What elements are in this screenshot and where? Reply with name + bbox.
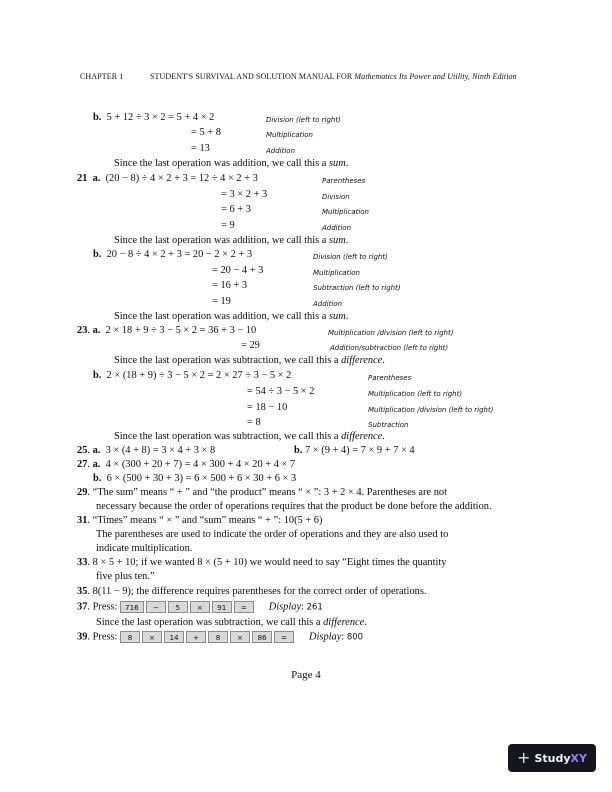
p27-a: 27. a. 4 × (300 + 20 + 7) = 4 × 300 + 4 × 20 + 4 × 7 [77, 459, 296, 470]
p31-line1: 31. “Times” means “ × ” and “sum” means “ + ”: 10(5 + 6) [77, 515, 323, 526]
p31-line2: The parentheses are used to indicate the order of operations and they are also used to [96, 529, 449, 540]
p19b-note2: Multiplication [266, 131, 313, 139]
p21b-conclusion: Since the last operation was addition, we call this a sum. [114, 311, 349, 322]
p19b-note3: Addition [266, 147, 296, 155]
key-91[interactable]: 91 [212, 601, 232, 613]
page-number: Page 4 [291, 669, 321, 681]
p37-conclusion: Since the last operation was subtraction, we call this a difference. [96, 617, 367, 628]
p21a-line2: = 3 × 2 + 3 [221, 189, 268, 200]
p23b-note4: Subtraction [368, 421, 409, 429]
book-title: Mathematics Its Power and Utility, Ninth Edition [354, 72, 517, 81]
p21a-line1: 21 a. (20 − 8) ÷ 4 × 2 + 3 = 12 ÷ 4 × 2 + 3 [77, 173, 258, 184]
p21b-note1: Division (left to right) [313, 253, 388, 261]
p21b-line3: = 16 + 3 [212, 280, 248, 291]
key-equals[interactable]: = [274, 631, 294, 643]
p23a-line1: 23. a. 2 × 18 + 9 ÷ 3 − 5 × 2 = 36 + 3 − 10 [77, 325, 257, 336]
key-plus[interactable]: + [186, 631, 206, 643]
p23a-note2: Addition/subtraction (left to right) [330, 344, 449, 352]
key-14[interactable]: 14 [164, 631, 184, 643]
p23b-note3: Multiplication /division (left to right) [368, 406, 494, 414]
p29-line2: necessary because the order of operations requires that the product be done before the addition. [96, 501, 492, 512]
p21a-note1: Parentheses [322, 177, 366, 185]
p21b-note2: Multiplication [313, 269, 360, 277]
p21b-note4: Addition [313, 300, 343, 308]
p31-line3: indicate multiplication. [96, 543, 193, 554]
display-label: Display [309, 631, 342, 643]
p21a-line4: = 9 [221, 220, 235, 231]
p21a-line3: = 6 + 3 [221, 204, 251, 215]
p23b-conclusion: Since the last operation was subtraction, we call this a difference. [114, 431, 385, 442]
p19b-conclusion: Since the last operation was addition, we call this a sum. [114, 158, 349, 169]
display-label: Display [268, 601, 302, 613]
p25-a: 25. a. 3 × (4 + 8) = 3 × 4 + 3 × 8 [77, 445, 216, 456]
studyxy-logo[interactable] [508, 744, 596, 772]
key-minus[interactable]: − [146, 601, 166, 613]
key-86[interactable]: 86 [252, 631, 272, 643]
p25-b: b. 7 × (9 + 4) = 7 × 9 + 7 × 4 [294, 445, 415, 456]
p23b-note1: Parentheses [368, 374, 412, 382]
brand-name: StudyXY [534, 751, 587, 765]
display-value: 800 [346, 632, 364, 643]
p23a-note1: Multiplication /division (left to right) [328, 329, 454, 337]
key-8[interactable]: 8 [208, 631, 228, 643]
manual-title: STUDENT'S SURVIVAL AND SOLUTION MANUAL FOR [150, 72, 353, 81]
p29-line1: 29. “The sum” means “ + ” and “the product” means “ × ”: 3 + 2 × 4. Parentheses are not [77, 487, 447, 498]
p21a-note4: Addition [322, 224, 352, 232]
key-5[interactable]: 5 [168, 601, 188, 613]
key-716[interactable]: 716 [120, 601, 144, 613]
plus-icon: + [517, 748, 531, 767]
p19b-line1: b. 5 + 12 ÷ 3 × 2 = 5 + 4 × 2 [93, 112, 215, 123]
display-value: 261 [306, 602, 323, 613]
p21a-note3: Multiplication [322, 208, 369, 216]
p39-press: 39. Press: 8 × 14 + 8 × 86 = Display: 800 [77, 631, 364, 643]
p33-line2: five plus ten.” [96, 571, 155, 582]
p33-line1: 33. 8 × 5 + 10; if we wanted 8 × (5 + 10) we would need to say “Eight times the quantity [77, 557, 447, 568]
p27-b: b. 6 × (500 + 30 + 3) = 6 × 500 + 6 × 30 + 6 × 3 [93, 473, 297, 484]
p19b-line3: = 13 [191, 143, 210, 154]
p21a-note2: Division [322, 193, 350, 201]
p21b-line2: = 20 − 4 + 3 [212, 265, 264, 276]
p21b-note3: Subtraction (left to right) [313, 284, 401, 292]
p19b-note1: Division (left to right) [266, 116, 341, 124]
p37-press: 37. Press: 716 − 5 × 91 = Display: 261 [77, 601, 323, 613]
chapter-label: CHAPTER 1 [80, 72, 124, 81]
p23b-line4: = 8 [247, 417, 261, 428]
p23a-conclusion: Since the last operation was subtraction, we call this a difference. [114, 355, 385, 366]
key-equals[interactable]: = [234, 601, 254, 613]
key-times[interactable]: × [142, 631, 162, 643]
key-times[interactable]: × [190, 601, 210, 613]
p21b-line4: = 19 [212, 296, 231, 307]
p35-line1: 35. 8(11 − 9); the difference requires parentheses for the correct order of operations. [77, 586, 427, 597]
p21a-conclusion: Since the last operation was addition, we call this a sum. [114, 235, 349, 246]
p23b-line3: = 18 − 10 [247, 402, 288, 413]
key-times[interactable]: × [230, 631, 250, 643]
p23b-line2: = 54 ÷ 3 − 5 × 2 [247, 386, 315, 397]
p23b-line1: b. 2 × (18 + 9) ÷ 3 − 5 × 2 = 2 × 27 ÷ 3 − 5 × 2 [93, 370, 292, 381]
key-8[interactable]: 8 [120, 631, 140, 643]
p21b-line1: b. 20 − 8 ÷ 4 × 2 + 3 = 20 − 2 × 2 + 3 [93, 249, 253, 260]
running-header [80, 72, 517, 81]
p19b-line2: = 5 + 8 [191, 127, 221, 138]
p23a-line2: = 29 [241, 340, 260, 351]
p23b-note2: Multiplication (left to right) [368, 390, 463, 398]
